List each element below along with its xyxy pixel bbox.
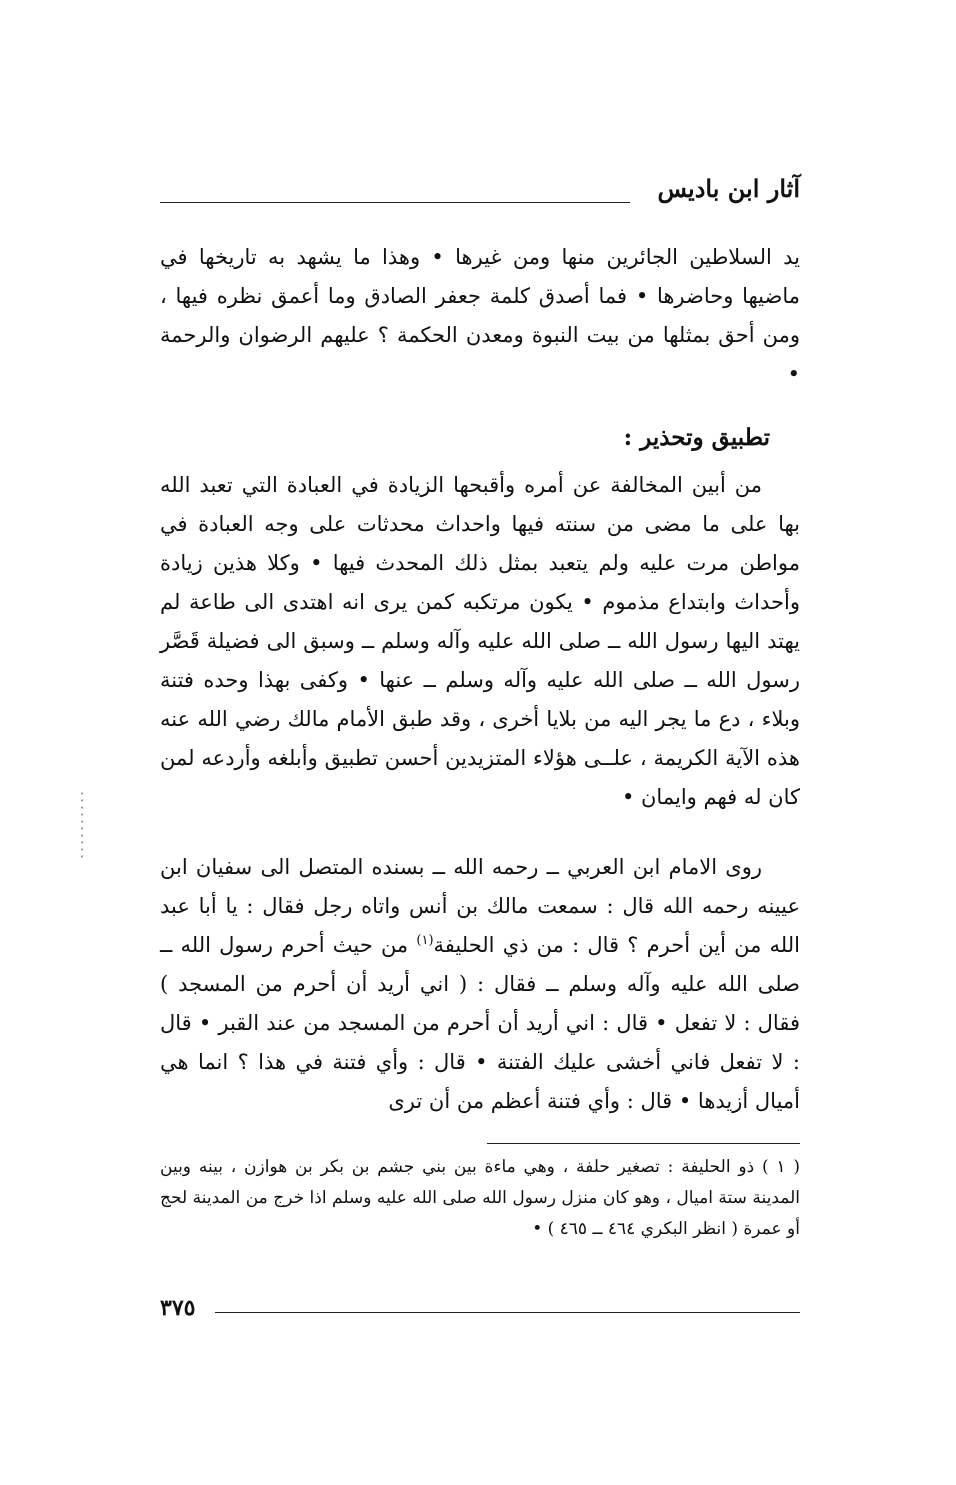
footnote-rule <box>487 1143 800 1144</box>
running-header <box>160 172 800 206</box>
paragraph-1: يد السلاطين الجائرين منها ومن غيرها • وهذا ما يشهد به تاريخها في ماضيها وحاضرها • فما أصدق كلمة جعفر الصادق وما أعمق نظره فيها ، ومن أحق بمثلها من بيت النبوة ومعدن الحكمة ؟ عليهم الرضوان والرحمة • <box>160 245 800 386</box>
paragraph-2: من أبين المخالفة عن أمره وأقبحها الزيادة في العبادة التي تعبد الله بها على ما مضى من سنته فيها واحداث محدثات على وجه العبادة في مواطن مرت عليه ولم يتعبد بمثل ذلك المحدث فيها • وكلا هذين زيادة وأحداث وابتداع مذموم • يكون مرتكبه كمن يرى انه اهتدى الى طاعة لم يهتد اليها رسول الله ــ صلى الله عليه وآله وسلم ــ وسبق الى فضيلة قَصَّر رسول الله ــ صلى الله عليه وآله وسلم ــ عنها • وكفى بهذا وحده فتنة وبلاء ، دع ما يجر اليه من بلايا أخرى ، وقد طبق الأمام مالك رضي الله عنه هذه الآية الكريمة ، علــى هؤلاء المتزيدين أحسن تطبيق وأبلغه وأردعه لمن كان له فهم وايمان • <box>160 473 800 809</box>
footnote: ( ١ ) ذو الحليفة : تصغير حلفة ، وهي ماءة بين بني جشم بن بكر بن هوازن ، بينه وبين المدينة ستة اميال ، وهو كان منزل رسول الله صلى الله عليه وسلم اذا خرج من المدينة لحج أو عمرة ( انظر البكري ٤٦٤ ــ ٤٦٥ ) • <box>160 1157 800 1239</box>
page-number: ٣٧٥ <box>160 1295 196 1321</box>
page-footer <box>160 1292 800 1328</box>
footer-rule <box>215 1312 800 1313</box>
paragraph-3-text-b: من حيث أحرم رسول الله ــ صلى الله عليه وآله وسلم ــ فقال : ( اني أريد أن أحرم من المسجد ) فقال : لا تفعل • قال : اني أريد أن أحرم من المسجد من عند القبر • قال : لا تفعل فاني أخشى عليك الفتنة • قال : وأي فتنة في هذا ؟ انما هي أميال أزيدها • قال : وأي فتنة أعظم من أن ترى <box>160 933 800 1113</box>
section-heading: تطبيق وتحذير : <box>623 424 770 451</box>
paragraph-3-text-a: روى الامام ابن العربي ــ رحمه الله ــ بسنده المتصل الى سفيان ابن عيينه رحمه الله قال : سمعت مالك بن أنس واتاه رجل فقال : يا أبا عبد الله من أين أحرم ؟ قال : من ذي الحليفة <box>160 855 800 957</box>
book-title: آثار ابن باديس <box>657 174 800 203</box>
paragraph-3 <box>160 848 800 1121</box>
footnote-reference: (١) <box>416 933 434 948</box>
header-rule <box>160 202 630 203</box>
margin-dots <box>80 790 84 860</box>
